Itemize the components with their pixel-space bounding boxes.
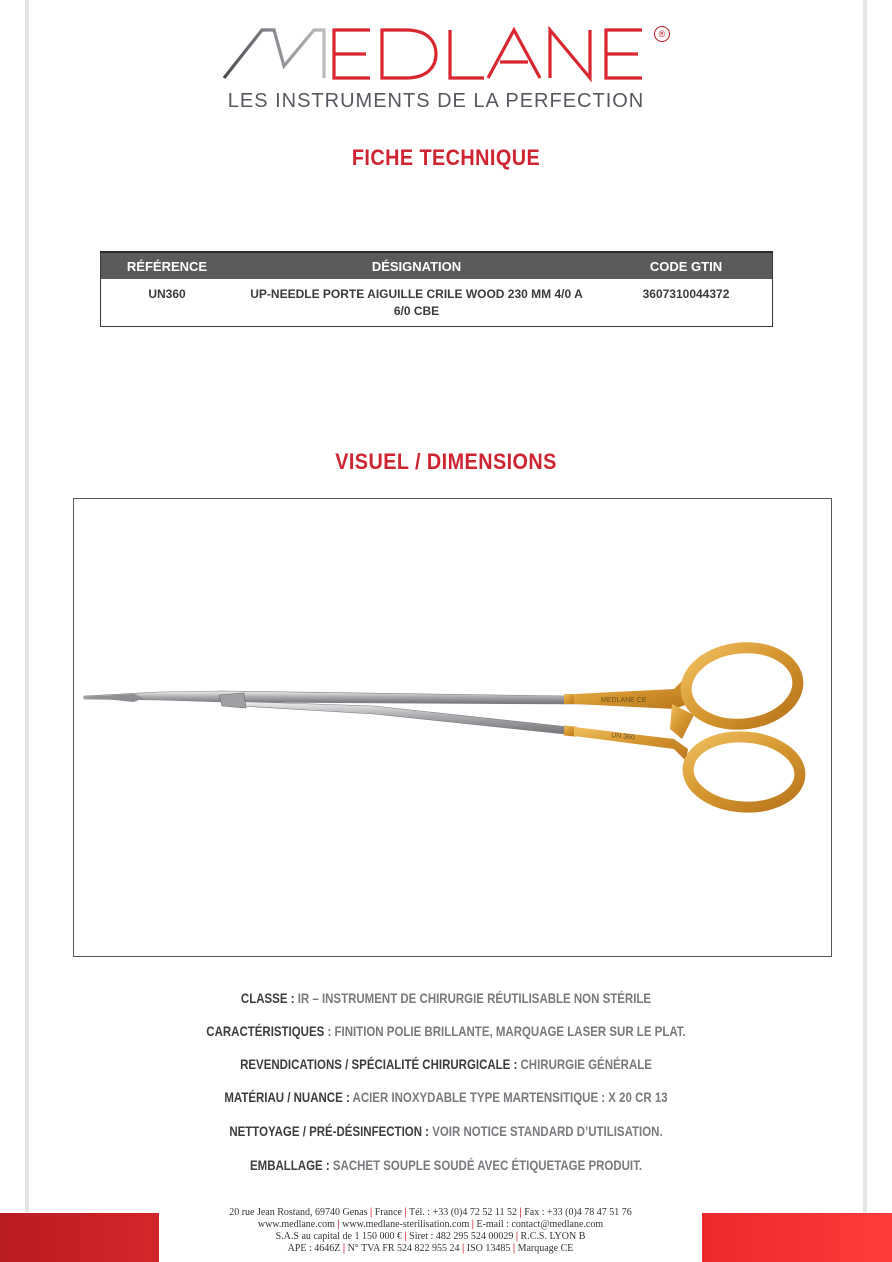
spec-value: VOIR NOTICE STANDARD D’UTILISATION. <box>432 1123 663 1139</box>
spec-value: IR – INSTRUMENT DE CHIRURGIE RÉUTILISABLE NON STÉRILE <box>297 990 652 1006</box>
footer-ape: APE : 4646Z <box>287 1243 341 1254</box>
spec-materiau <box>80 1089 811 1105</box>
header-reference: RÉFÉRENCE <box>101 252 234 279</box>
footer-marquage: Marquage CE <box>517 1243 574 1254</box>
product-reference-table <box>100 251 773 327</box>
page-border-right <box>863 0 867 1212</box>
footer-email-link[interactable]: E-mail : contact@medlane.com <box>476 1219 604 1230</box>
footer-line-1: 20 rue Jean Rostand, 69740 Genas | France | Tél. : +33 (0)4 72 52 11 52 | Fax : +33 (0)4 78 47 51 76 <box>229 1207 632 1218</box>
footer-siret: Siret : 482 295 524 00029 <box>409 1231 514 1242</box>
footer-red-bar-right <box>702 1213 892 1262</box>
spec-label: MATÉRIAU / NUANCE : <box>224 1089 353 1105</box>
fiche-technique-title: FICHE TECHNIQUE <box>351 145 541 170</box>
spec-label: CARACTÉRISTIQUES <box>206 1023 325 1039</box>
spec-caracteristiques <box>80 1023 811 1039</box>
footer-red-bar-left <box>0 1213 159 1262</box>
spec-revendications <box>80 1056 811 1072</box>
header-designation: DÉSIGNATION <box>233 252 600 279</box>
footer-sas: S.A.S au capital de 1 150 000 € <box>275 1231 402 1242</box>
spec-value: SACHET SOUPLE SOUDÉ AVEC ÉTIQUETAGE PRODUIT. <box>332 1157 643 1173</box>
medlane-wordmark <box>222 26 652 86</box>
footer-line-4: APE : 4646Z | N° TVA FR 524 822 955 24 | ISO 13485 | Marquage CE <box>287 1243 574 1254</box>
footer-country: France <box>374 1207 402 1218</box>
brand-tagline: LES INSTRUMENTS DE LA PERFECTION <box>227 90 645 112</box>
spec-value: : FINITION POLIE BRILLANTE, MARQUAGE LASER SUR LE PLAT. <box>324 1023 686 1039</box>
footer-address: 20 rue Jean Rostand, 69740 Genas <box>229 1207 368 1218</box>
spec-emballage <box>80 1157 811 1173</box>
spec-classe <box>80 990 811 1006</box>
engraving-medlane: MEDLANE CE <box>601 697 647 704</box>
spec-value: CHIRURGIE GÉNÉRALE <box>520 1056 652 1072</box>
spec-value: ACIER INOXYDABLE TYPE MARTENSITIQUE : X 20 CR 13 <box>352 1089 668 1105</box>
page-border-left <box>25 0 29 1212</box>
visuel-dimensions-title: VISUEL / DIMENSIONS <box>335 449 557 474</box>
spec-label: CLASSE : <box>240 990 298 1006</box>
footer-tva: N° TVA FR 524 822 955 24 <box>347 1243 460 1254</box>
footer-fax: Fax : +33 (0)4 78 47 51 76 <box>524 1207 632 1218</box>
cell-designation: UP-NEEDLE PORTE AIGUILLE CRILE WOOD 230 MM 4/0 A 6/0 CBE <box>250 287 583 318</box>
header-gtin: CODE GTIN <box>600 252 773 279</box>
registered-mark: ® <box>654 26 670 42</box>
needle-holder-image <box>74 499 831 956</box>
product-image-frame <box>73 498 832 957</box>
table-header-row <box>101 252 773 279</box>
table-row <box>101 279 773 327</box>
footer-website-link[interactable]: www.medlane.com <box>257 1219 335 1230</box>
footer-contact <box>159 1207 702 1255</box>
footer-line-2: www.medlane.com | www.medlane-sterilisation.com | E-mail : contact@medlane.com <box>257 1219 604 1230</box>
cell-reference: UN360 <box>148 287 186 301</box>
spec-nettoyage <box>80 1123 811 1139</box>
footer-tel: Tél. : +33 (0)4 72 52 11 52 <box>408 1207 518 1218</box>
footer-sterilisation-link[interactable]: www.medlane-sterilisation.com <box>342 1219 470 1230</box>
spec-label: REVENDICATIONS / SPÉCIALITÉ CHIRURGICALE : <box>240 1056 521 1072</box>
cell-gtin: 3607310044372 <box>642 287 730 301</box>
engraving-reference: UN 360 <box>610 732 636 742</box>
spec-label: EMBALLAGE : <box>249 1157 333 1173</box>
spec-label: NETTOYAGE / PRÉ-DÉSINFECTION : <box>229 1123 433 1139</box>
footer-rcs: R.C.S. LYON B <box>520 1231 586 1242</box>
footer-line-3: S.A.S au capital de 1 150 000 € | Siret : 482 295 524 00029 | R.C.S. LYON B <box>275 1231 586 1242</box>
footer-iso: ISO 13485 <box>466 1243 511 1254</box>
